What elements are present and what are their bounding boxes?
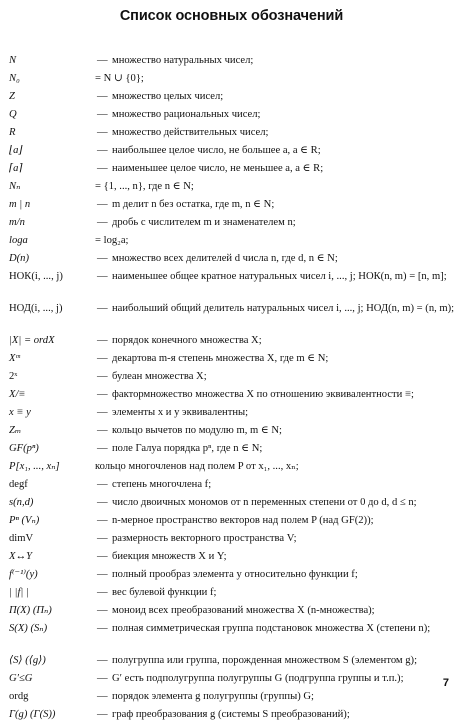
notation-symbol: x ≡ y: [9, 407, 31, 418]
notation-dash: —: [97, 443, 108, 454]
notation-row: [9, 334, 457, 352]
notation-description: степень многочлена f;: [112, 479, 212, 490]
notation-symbol: G′≤G: [9, 673, 33, 684]
notation-description: = {1, ..., n}, где n ∈ N;: [95, 181, 194, 192]
notation-row: [9, 496, 457, 514]
notation-row: [9, 622, 457, 654]
notation-dash: —: [97, 479, 108, 490]
notation-symbol: Nₙ: [9, 181, 21, 192]
notation-dash: —: [97, 515, 108, 526]
notation-description: = N ∪ {0};: [95, 73, 144, 84]
notation-description: полугруппа или группа, порожденная множеством S (элементом g);: [112, 655, 418, 666]
notation-symbol: m/n: [9, 217, 25, 228]
notation-row: [9, 604, 457, 622]
notation-description: полный прообраз элемента y относительно функции f;: [112, 569, 358, 580]
notation-description: множество всех делителей d числа n, где d, n ∈ N;: [112, 253, 338, 264]
notation-symbol: GF(pⁿ): [9, 443, 39, 454]
notation-symbol: f⁽⁻¹⁾(y): [9, 569, 38, 580]
notation-row: [9, 708, 457, 726]
notation-symbol: | |f| |: [9, 587, 29, 598]
notation-symbol: ⟨S⟩ (⟨g⟩): [9, 655, 46, 666]
notation-list: [9, 54, 457, 726]
notation-row: [9, 352, 457, 370]
notation-dash: —: [97, 551, 108, 562]
notation-row: [9, 90, 457, 108]
notation-dash: —: [97, 605, 108, 616]
notation-dash: —: [97, 497, 108, 508]
notation-row: [9, 690, 457, 708]
notation-symbol: Z: [9, 91, 15, 102]
notation-symbol: Q: [9, 109, 17, 120]
notation-description: множество натуральных чисел;: [112, 55, 254, 66]
notation-symbol: degf: [9, 479, 28, 490]
notation-row: [9, 424, 457, 442]
notation-dash: —: [97, 253, 108, 264]
notation-row: [9, 270, 457, 302]
notation-row: [9, 514, 457, 532]
notation-dash: —: [97, 217, 108, 228]
notation-symbol: loga: [9, 235, 28, 246]
notation-symbol: Π(X) (Πₙ): [9, 605, 52, 616]
notation-dash: —: [97, 389, 108, 400]
notation-dash: —: [97, 533, 108, 544]
notation-symbol: 2ˣ: [9, 371, 18, 382]
notation-symbol: s(n,d): [9, 497, 34, 508]
notation-dash: —: [97, 127, 108, 138]
notation-row: [9, 144, 457, 162]
notation-symbol: R: [9, 127, 16, 138]
notation-symbol: X↔Y: [9, 551, 32, 562]
notation-dash: —: [97, 371, 108, 382]
notation-row: [9, 54, 457, 72]
notation-dash: —: [97, 407, 108, 418]
notation-row: [9, 672, 457, 690]
notation-description: порядок элемента g полугруппы (группы) G;: [112, 691, 314, 702]
notation-row: [9, 302, 457, 334]
notation-description: дробь с числителем m и знаменателем n;: [112, 217, 296, 228]
notation-description: биекция множеств X и Y;: [112, 551, 227, 562]
notation-symbol: Zₘ: [9, 425, 22, 436]
notation-row: [9, 162, 457, 180]
notation-dash: —: [97, 709, 108, 720]
notation-symbol: N₀: [9, 73, 20, 84]
notation-description: наименьшее общее кратное натуральных чисел i, ..., j; НОК(n, m) = [n, m];: [112, 271, 447, 282]
notation-description: n-мерное пространство векторов над полем P (над GF(2));: [112, 515, 374, 526]
notation-row: [9, 252, 457, 270]
notation-row: [9, 586, 457, 604]
notation-row: [9, 478, 457, 496]
notation-row: [9, 388, 457, 406]
notation-row: [9, 532, 457, 550]
notation-row: [9, 550, 457, 568]
notation-symbol: X/≡: [9, 389, 26, 400]
notation-description: кольцо вычетов по модулю m, m ∈ N;: [112, 425, 282, 436]
notation-description: кольцо многочленов над полем P от x₁, ..., xₙ;: [95, 461, 299, 472]
notation-row: [9, 370, 457, 388]
notation-dash: —: [97, 199, 108, 210]
notation-description: элементы x и y эквивалентны;: [112, 407, 249, 418]
notation-symbol: НОД(i, ..., j): [9, 303, 63, 314]
notation-description: множество действительных чисел;: [112, 127, 269, 138]
notation-symbol: m | n: [9, 199, 31, 210]
notation-dash: —: [97, 303, 108, 314]
notation-row: [9, 216, 457, 234]
notation-dash: —: [97, 673, 108, 684]
notation-description: вес булевой функции f;: [112, 587, 217, 598]
notation-dash: —: [97, 271, 108, 282]
notation-symbol: |X| = ordX: [9, 335, 55, 346]
notation-dash: —: [97, 587, 108, 598]
notation-description: фактормножество множества X по отношению эквивалентности ≡;: [112, 389, 414, 400]
notation-description: наибольший общий делитель натуральных чисел i, ..., j; НОД(n, m) = (n, m);: [112, 303, 455, 314]
notation-row: [9, 406, 457, 424]
notation-dash: —: [97, 145, 108, 156]
notation-symbol: ⌈a⌉: [9, 163, 23, 174]
notation-description: моноид всех преобразований множества X (n-множества);: [112, 605, 375, 616]
notation-description: наименьшее целое число, не меньшее a, a ∈ R;: [112, 163, 324, 174]
notation-description: множество рациональных чисел;: [112, 109, 261, 120]
page-title: Список основных обозначений: [119, 8, 344, 24]
notation-row: [9, 198, 457, 216]
notation-description: полная симметрическая группа подстановок множества X (степени n);: [112, 623, 431, 634]
notation-row: [9, 234, 457, 252]
notation-row: [9, 180, 457, 198]
page-number: 7: [442, 677, 449, 689]
notation-description: поле Галуа порядка pⁿ, где n ∈ N;: [112, 443, 263, 454]
notation-description: множество целых чисел;: [112, 91, 224, 102]
notation-description: m делит n без остатка, где m, n ∈ N;: [112, 199, 275, 210]
notation-description: граф преобразования g (системы S преобразований);: [112, 709, 350, 720]
notation-dash: —: [97, 163, 108, 174]
notation-symbol: Γ(g) (Γ(S)): [9, 709, 56, 720]
notation-symbol: Xᵐ: [9, 353, 20, 364]
notation-symbol: ⌊a⌋: [9, 145, 23, 156]
notation-description: наибольшее целое число, не большее a, a ∈ R;: [112, 145, 321, 156]
notation-symbol: S(X) (Sₙ): [9, 623, 48, 634]
notation-row: [9, 72, 457, 90]
notation-description: декартова m-я степень множества X, где m ∈ N;: [112, 353, 329, 364]
notation-symbol: НОК(i, ..., j): [9, 271, 63, 282]
notation-symbol: ordg: [9, 691, 29, 702]
notation-row: [9, 442, 457, 460]
notation-dash: —: [97, 655, 108, 666]
notation-dash: —: [97, 335, 108, 346]
notation-dash: —: [97, 353, 108, 364]
notation-dash: —: [97, 425, 108, 436]
notation-description: размерность векторного пространства V;: [112, 533, 297, 544]
notation-description: порядок конечного множества X;: [112, 335, 262, 346]
notation-dash: —: [97, 91, 108, 102]
notation-dash: —: [97, 55, 108, 66]
notation-dash: —: [97, 623, 108, 634]
notation-dash: —: [97, 691, 108, 702]
notation-row: [9, 126, 457, 144]
notation-dash: —: [97, 109, 108, 120]
notation-symbol: D(n): [9, 253, 30, 264]
notation-dash: —: [97, 569, 108, 580]
notation-description: число двоичных мономов от n переменных степени от 0 до d, d ≤ n;: [112, 497, 417, 508]
notation-description: G′ есть подполугруппа полугруппы G (подгруппа группы и т.п.);: [112, 673, 404, 684]
notation-row: [9, 654, 457, 672]
notation-symbol: Pⁿ (Vₙ): [9, 515, 40, 526]
notation-row: [9, 460, 457, 478]
notation-symbol: N: [9, 55, 17, 66]
notation-row: [9, 108, 457, 126]
notation-symbol: P[x₁, ..., xₙ]: [9, 461, 60, 472]
notation-row: [9, 568, 457, 586]
notation-description: булеан множества X;: [112, 371, 207, 382]
notation-symbol: dimV: [9, 533, 34, 544]
notation-description: = log₂a;: [95, 235, 129, 246]
